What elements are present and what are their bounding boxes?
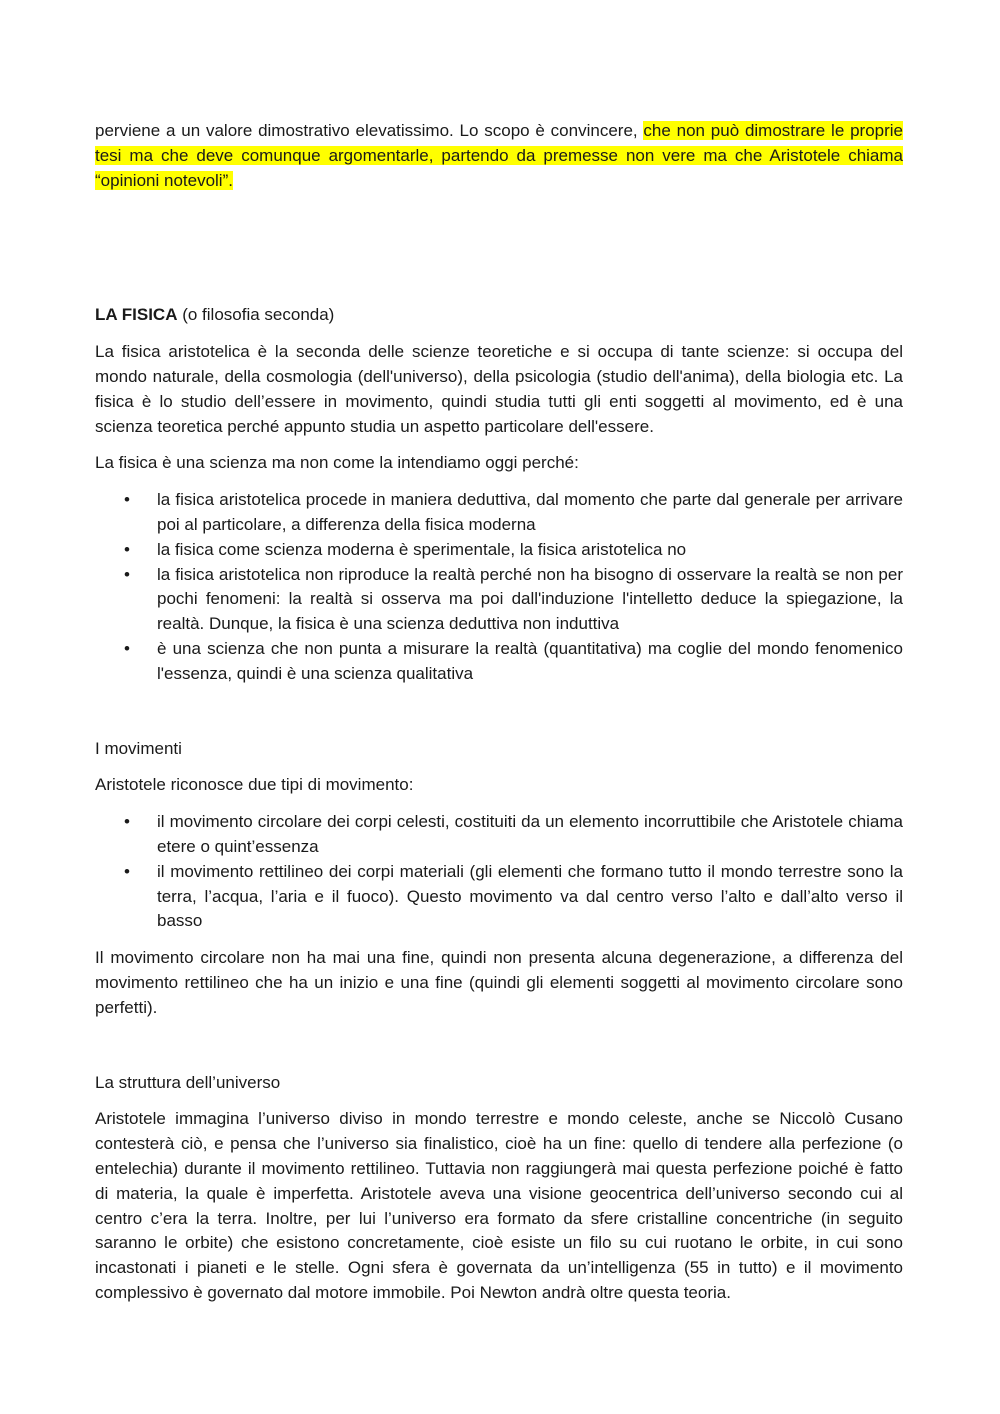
list-item: • la fisica come scienza moderna è sperimentale, la fisica aristotelica no bbox=[157, 538, 903, 563]
section-heading-universo: La struttura dell’universo bbox=[95, 1072, 281, 1092]
movimenti-bullet-list bbox=[95, 810, 903, 934]
heading-bold: LA FISICA bbox=[95, 305, 178, 325]
universo-paragraph-1: Aristotele immagina l’universo diviso in mondo terrestre e mondo celeste, anche se Niccolò Cusano contesterà ciò, e pensa che l’universo sia finalistico, cioè ha un fine: quello di tendere alla perfezione (o entelechia) durante il movimento rettilineo. Tuttavia non raggiungerà mai questa perfezione poiché è fatto di materia, la quale è imperfetta. Aristotele aveva una visione geocentrica dell’universo secondo cui al centro c’era la terra. Inoltre, per lui l’universo era formato da sfere cristalline concentriche (in seguito saranno le orbite) che esistono concretamente, cioè esiste un filo su cui ruotano le orbite, in cui sono incastonati i pianeti e le stelle. Ogni sfera è governata da un’intelligenza (55 in tutto) e il movimento complessivo è governato dal motore immobile. Poi Newton andrà oltre questa teoria. bbox=[95, 1109, 903, 1302]
list-item: • il movimento circolare dei corpi celesti, costituiti da un elemento incorruttibile che Aristotele chiama etere o quint’essenza bbox=[157, 810, 903, 860]
fisica-paragraph-2: La fisica è una scienza ma non come la intendiamo oggi perché: bbox=[95, 453, 579, 473]
spacer bbox=[95, 1033, 903, 1071]
section-heading-fisica bbox=[95, 303, 903, 328]
list-item: • il movimento rettilineo dei corpi materiali (gli elementi che formano tutto il mondo terrestre sono la terra, l’acqua, l’aria e il fuoco). Questo movimento va dal centro verso l’alto e dall’alto verso il basso bbox=[157, 860, 903, 934]
movimenti-paragraph-2: Il movimento circolare non ha mai una fine, quindi non presenta alcuna degenerazione, a differenza del movimento rettilineo che ha un inizio e una fine (quindi gli elementi soggetti al movimento circolare sono perfetti). bbox=[95, 948, 903, 1017]
heading-rest: (o filosofia seconda) bbox=[177, 305, 335, 325]
document-page bbox=[95, 119, 903, 1318]
intro-highlighted-text: che non può dimostrare le proprie tesi ma che deve comunque argomentarle, partendo da premesse non vere ma che Aristotele chiama “opinioni notevoli”. bbox=[95, 121, 904, 190]
movimenti-paragraph-1: Aristotele riconosce due tipi di movimento: bbox=[95, 775, 414, 795]
list-item: • è una scienza che non punta a misurare la realtà (quantitativa) ma coglie del mondo fenomenico l'essenza, quindi è una scienza qualitativa bbox=[157, 637, 903, 687]
list-item: • la fisica aristotelica non riproduce la realtà perché non ha bisogno di osservare la realtà se non per pochi fenomeni: la realtà si osserva ma poi dall'induzione l'intelletto deduce la spiegazione, la realtà. Dunque, la fisica è una scienza deduttiva non induttiva bbox=[157, 563, 903, 637]
spacer bbox=[95, 699, 903, 737]
spacer bbox=[95, 205, 903, 303]
fisica-paragraph-1: La fisica aristotelica è la seconda delle scienze teoretiche e si occupa di tante scienze: si occupa del mondo naturale, della cosmologia (dell'universo), della psicologia (studio dell'anima), della biologia etc. La fisica è lo studio dell’essere in movimento, quindi studia tutti gli enti soggetti al movimento, ed è una scienza teoretica perché appunto studia un aspetto particolare dell'essere. bbox=[95, 342, 903, 436]
list-item: • la fisica aristotelica procede in maniera deduttiva, dal momento che parte dal generale per arrivare poi al particolare, a differenza della fisica moderna bbox=[157, 488, 903, 538]
fisica-bullet-list bbox=[95, 488, 903, 686]
section-heading-movimenti: I movimenti bbox=[95, 738, 182, 758]
intro-paragraph bbox=[95, 119, 903, 193]
intro-text: perviene a un valore dimostrativo elevatissimo. Lo scopo è convincere, bbox=[95, 121, 644, 140]
